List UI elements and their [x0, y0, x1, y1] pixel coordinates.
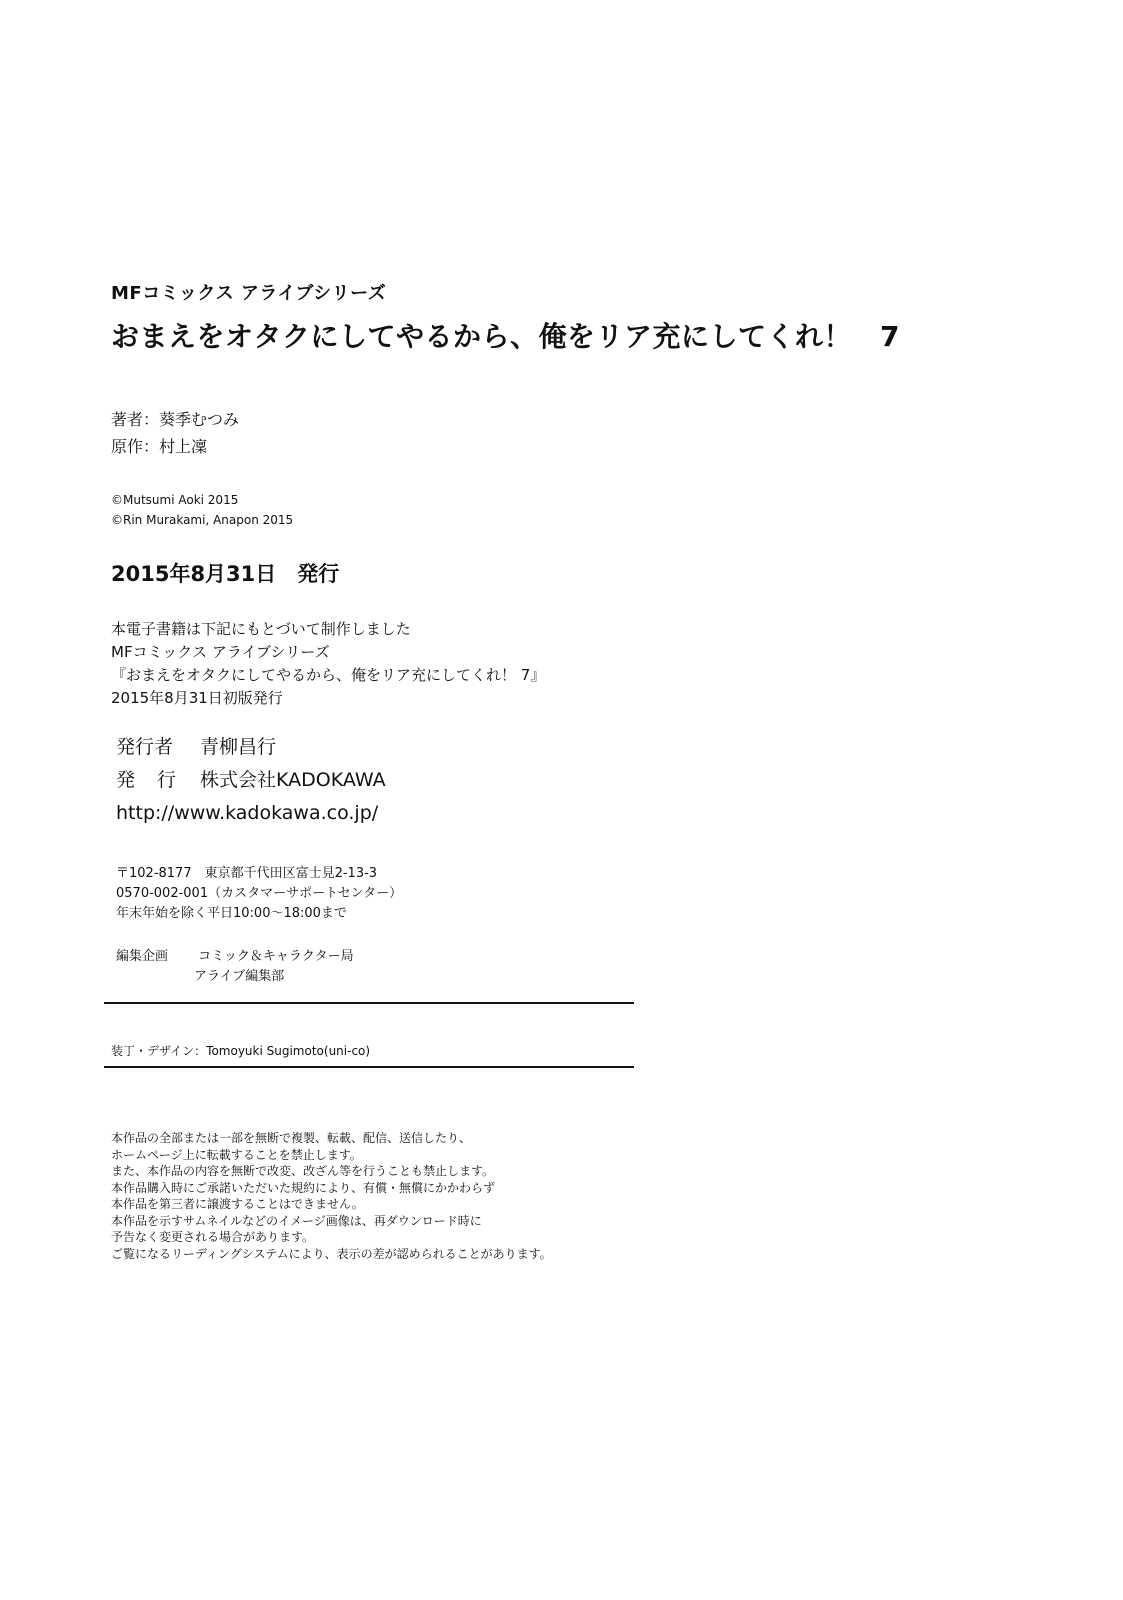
legal-line: ホームページ上に転載することを禁止します。	[111, 1147, 362, 1162]
publisher-name: 青柳昌行	[200, 736, 277, 758]
legal-notes	[111, 1130, 552, 1262]
credits	[111, 406, 239, 460]
design-credit: 装丁・デザイン：Tomoyuki Sugimoto(uni-co)	[111, 1044, 371, 1058]
original-work-line: 原作：村上凜	[111, 437, 208, 456]
title-text: おまえをオタクにしてやるから、俺をリア充にしてくれ！	[111, 320, 853, 353]
legal-line: ご覧になるリーディングシステムにより、表示の差が認められることがあります。	[111, 1246, 552, 1261]
divider-bottom	[104, 1066, 634, 1068]
copyright-line: ©Mutsumi Aoki 2015	[111, 493, 239, 507]
divider-top	[104, 1002, 634, 1004]
hours-line: 年末年始を除く平日10:00～18:00まで	[116, 906, 347, 921]
publish-date: 2015年8月31日 発行	[111, 562, 340, 586]
publisher-label: 発行者	[116, 736, 174, 758]
editorial-label: 編集企画	[116, 949, 169, 964]
publisher-url[interactable]: http://www.kadokawa.co.jp/	[116, 802, 379, 824]
phone-line: 0570-002-001（カスタマーサポートセンター）	[116, 886, 403, 901]
copyright-block	[111, 490, 293, 530]
legal-line: 本作品購入時にご承諾いただいた規約により、有償・無償にかかわらず	[111, 1180, 496, 1195]
legal-line: 本作品を第三者に譲渡することはできません。	[111, 1197, 364, 1211]
volume-number: 7	[880, 320, 900, 353]
publisher-block	[116, 731, 386, 830]
copyright-line: ©Rin Murakami, Anapon 2015	[111, 513, 294, 527]
address-line: 〒102-8177 東京都千代田区富士見2-13-3	[116, 866, 378, 881]
book-title	[111, 315, 900, 355]
legal-line: また、本作品の内容を無断で改変、改ざん等を行うことも禁止します。	[111, 1164, 495, 1178]
source-note-line: 本電子書籍は下記にもとづいて制作しました	[111, 620, 411, 638]
editorial-dept: アライブ編集部	[194, 969, 285, 984]
address-block	[116, 864, 402, 924]
source-note-line: 2015年8月31日初版発行	[111, 689, 283, 707]
legal-line: 本作品を示すサムネイルなどのイメージ画像は、再ダウンロード時に	[111, 1213, 482, 1228]
editorial-dept: コミック＆キャラクター局	[198, 949, 354, 964]
author-line: 著者：葵季むつみ	[111, 410, 240, 429]
editorial-row	[116, 947, 354, 967]
publisher-row	[116, 731, 386, 764]
issuer-row	[116, 764, 386, 797]
legal-line: 予告なく変更される場合があります。	[111, 1230, 315, 1244]
source-note-line: MFコミックス アライブシリーズ	[111, 643, 330, 661]
issuer-name: 株式会社KADOKAWA	[200, 769, 386, 791]
issuer-label: 発行	[116, 769, 199, 791]
editorial-block	[116, 947, 354, 987]
source-note	[111, 618, 545, 710]
legal-line: 本作品の全部または一部を無断で複製、転載、配信、送信したり、	[111, 1131, 472, 1145]
series-name: MFコミックス アライブシリーズ	[111, 283, 387, 304]
source-note-line: 『おまえをオタクにしてやるから、俺をリア充にしてくれ！ 7』	[111, 666, 546, 684]
